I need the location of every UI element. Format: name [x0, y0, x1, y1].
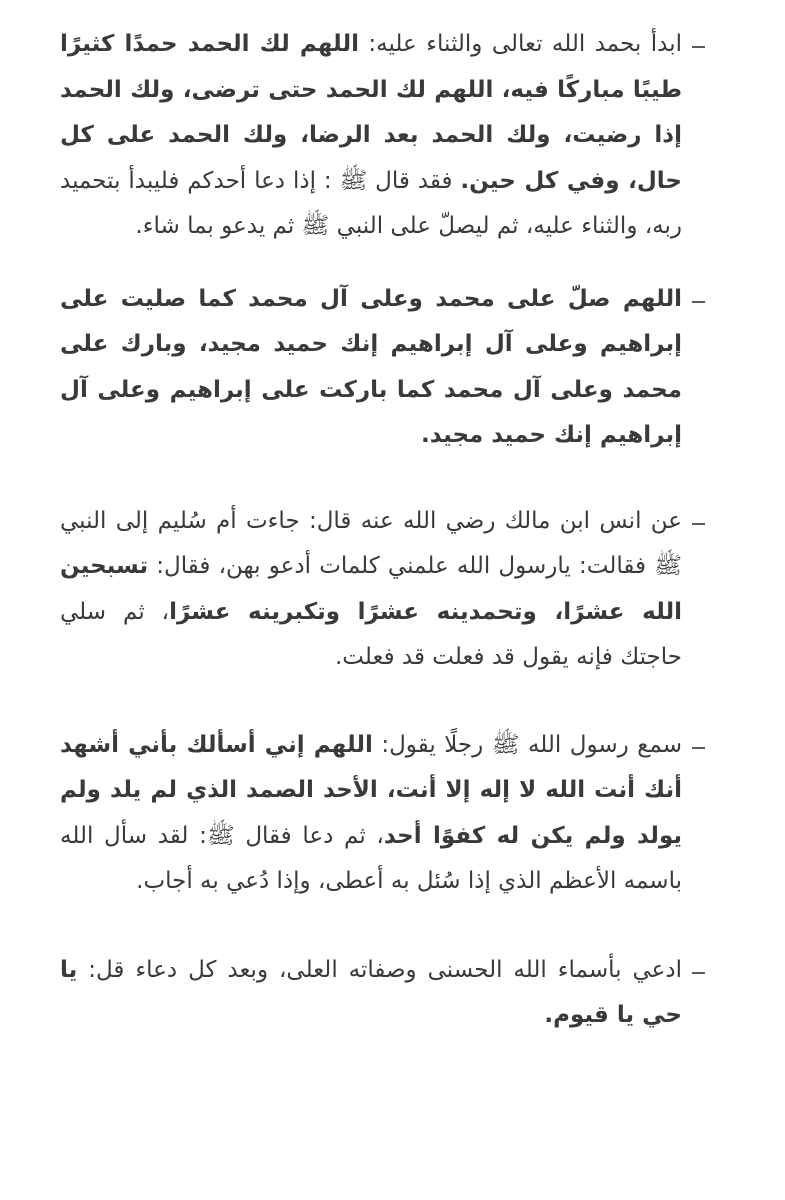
dua-text-bold: يا حي يا قيوم. [60, 956, 682, 1028]
list-item [0, 277, 785, 459]
dash-bullet-icon [692, 972, 705, 974]
text-segment: سمع رسول الله ﷺ رجلًا يقول: [372, 731, 682, 758]
dua-text-bold: اللهم إني أسألك بأني أشهد أنك أنت الله لا إله إلا أنت، الأحد الصمد الذي لم يلد ولم يولد ولم يكن له كفوًا أحد [60, 731, 682, 849]
paragraph-text [60, 723, 682, 905]
text-segment: ، ثم دعا فقال ﷺ: لقد سأل الله باسمه الأعظم الذي إذا سُئل به أعطى، وإذا دُعي به أجاب. [60, 822, 682, 894]
dua-text-bold: تسبحين الله عشرًا، وتحمدينه عشرًا وتكبرينه عشرًا [60, 553, 683, 625]
dash-bullet-icon [692, 46, 705, 48]
paragraph-text [60, 22, 682, 250]
list-item [0, 22, 785, 250]
text-segment: ابدأ بحمد الله تعالى والثناء عليه: [358, 31, 682, 57]
dua-text-bold: اللهم لك الحمد حمدًا كثيرًا طيبًا مباركًا فيه، اللهم لك الحمد حتى ترضى، ولك الحمد إذا رضيت، ولك الحمد بعد الرضا، ولك الحمد على كل حال، وفي كل حين. [60, 31, 682, 194]
dua-text-bold: اللهم صلّ على محمد وعلى آل محمد كما صليت على إبراهيم وعلى آل إبراهيم إنك حميد مجيد، وبارك على محمد وعلى آل محمد كما باركت على إبراهيم وعلى آل إبراهيم إنك حميد مجيد. [60, 285, 682, 448]
dua-list [0, 22, 785, 1039]
dash-bullet-icon [692, 301, 705, 303]
dash-bullet-icon [692, 523, 705, 525]
dash-bullet-icon [692, 747, 705, 749]
text-segment: عن انس ابن مالك رضي الله عنه قال: جاءت أم سُليم إلى النبي ﷺ فقالت: يارسول الله علمني كلمات أدعو بهن، فقال: [60, 507, 682, 579]
paragraph-text [60, 277, 682, 459]
text-segment: فقد قال ﷺ : إذا دعا أحدكم فليبدأ بتحميد ربه، والثناء عليه، ثم ليصلّ على النبي ﷺ ثم يدعو بما شاء. [60, 167, 682, 239]
text-segment: ادعي بأسماء الله الحسنى وصفاته العلى، وبعد كل دعاء قل: [77, 956, 682, 983]
list-item [0, 948, 785, 1039]
text-segment: ، ثم سلي حاجتك فإنه يقول قد فعلت قد فعلت. [60, 598, 682, 670]
list-item [0, 499, 785, 681]
paragraph-text [60, 948, 682, 1039]
paragraph-text [60, 499, 682, 681]
list-item [0, 723, 785, 905]
